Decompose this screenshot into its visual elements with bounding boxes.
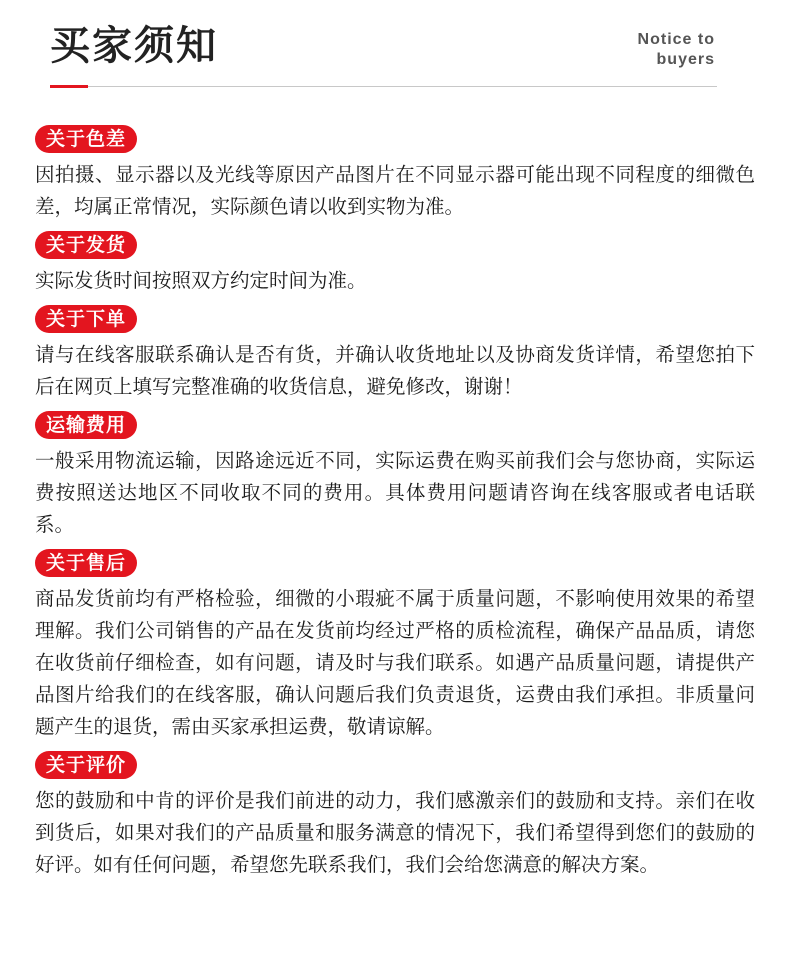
section-shipping bbox=[35, 231, 755, 297]
page-header bbox=[0, 0, 790, 100]
section-text: 一般采用物流运输，因路途远近不同，实际运费在购买前我们会与您协商，实际运费按照送达地区不同收取不同的费用。具体费用问题请咨询在线客服或者电话联系。 bbox=[35, 449, 755, 536]
section-tag: 关于下单 bbox=[35, 305, 137, 333]
page-title: 买家须知 bbox=[50, 23, 218, 69]
notice-content bbox=[35, 125, 755, 889]
header-divider bbox=[50, 86, 717, 87]
section-tag: 运输费用 bbox=[35, 411, 137, 439]
section-color-difference bbox=[35, 125, 755, 223]
subtitle-line-1: Notice to bbox=[637, 31, 715, 48]
section-reviews bbox=[35, 751, 755, 881]
section-tag: 关于评价 bbox=[35, 751, 137, 779]
section-tag: 关于发货 bbox=[35, 231, 137, 259]
section-after-sales bbox=[35, 549, 755, 743]
page-subtitle bbox=[638, 30, 715, 70]
section-text: 因拍摄、显示器以及光线等原因产品图片在不同显示器可能出现不同程度的细微色差，均属正常情况，实际颜色请以收到实物为准。 bbox=[35, 163, 755, 218]
subtitle-line-2: buyers bbox=[656, 51, 715, 68]
section-text: 您的鼓励和中肯的评价是我们前进的动力，我们感激亲们的鼓励和支持。亲们在收到货后，如果对我们的产品质量和服务满意的情况下，我们希望得到您们的鼓励的好评。如有任何问题，希望您先联系我们，我们会给您满意的解决方案。 bbox=[35, 789, 755, 876]
section-freight bbox=[35, 411, 755, 541]
section-tag: 关于色差 bbox=[35, 125, 137, 153]
section-text: 商品发货前均有严格检验，细微的小瑕疵不属于质量问题，不影响使用效果的希望理解。我们公司销售的产品在发货前均经过严格的质检流程，确保产品品质，请您在收货前仔细检查，如有问题，请及时与我们联系。如遇产品质量问题，请提供产品图片给我们的在线客服，确认问题后我们负责退货，运费由我们承担。非质量问题产生的退货，需由买家承担运费，敬请谅解。 bbox=[35, 587, 755, 738]
section-text: 请与在线客服联系确认是否有货，并确认收货地址以及协商发货详情，希望您拍下后在网页上填写完整准确的收货信息，避免修改，谢谢！ bbox=[35, 343, 755, 398]
section-tag: 关于售后 bbox=[35, 549, 137, 577]
section-text: 实际发货时间按照双方约定时间为准。 bbox=[35, 269, 367, 292]
section-ordering bbox=[35, 305, 755, 403]
header-divider-accent bbox=[50, 85, 88, 88]
